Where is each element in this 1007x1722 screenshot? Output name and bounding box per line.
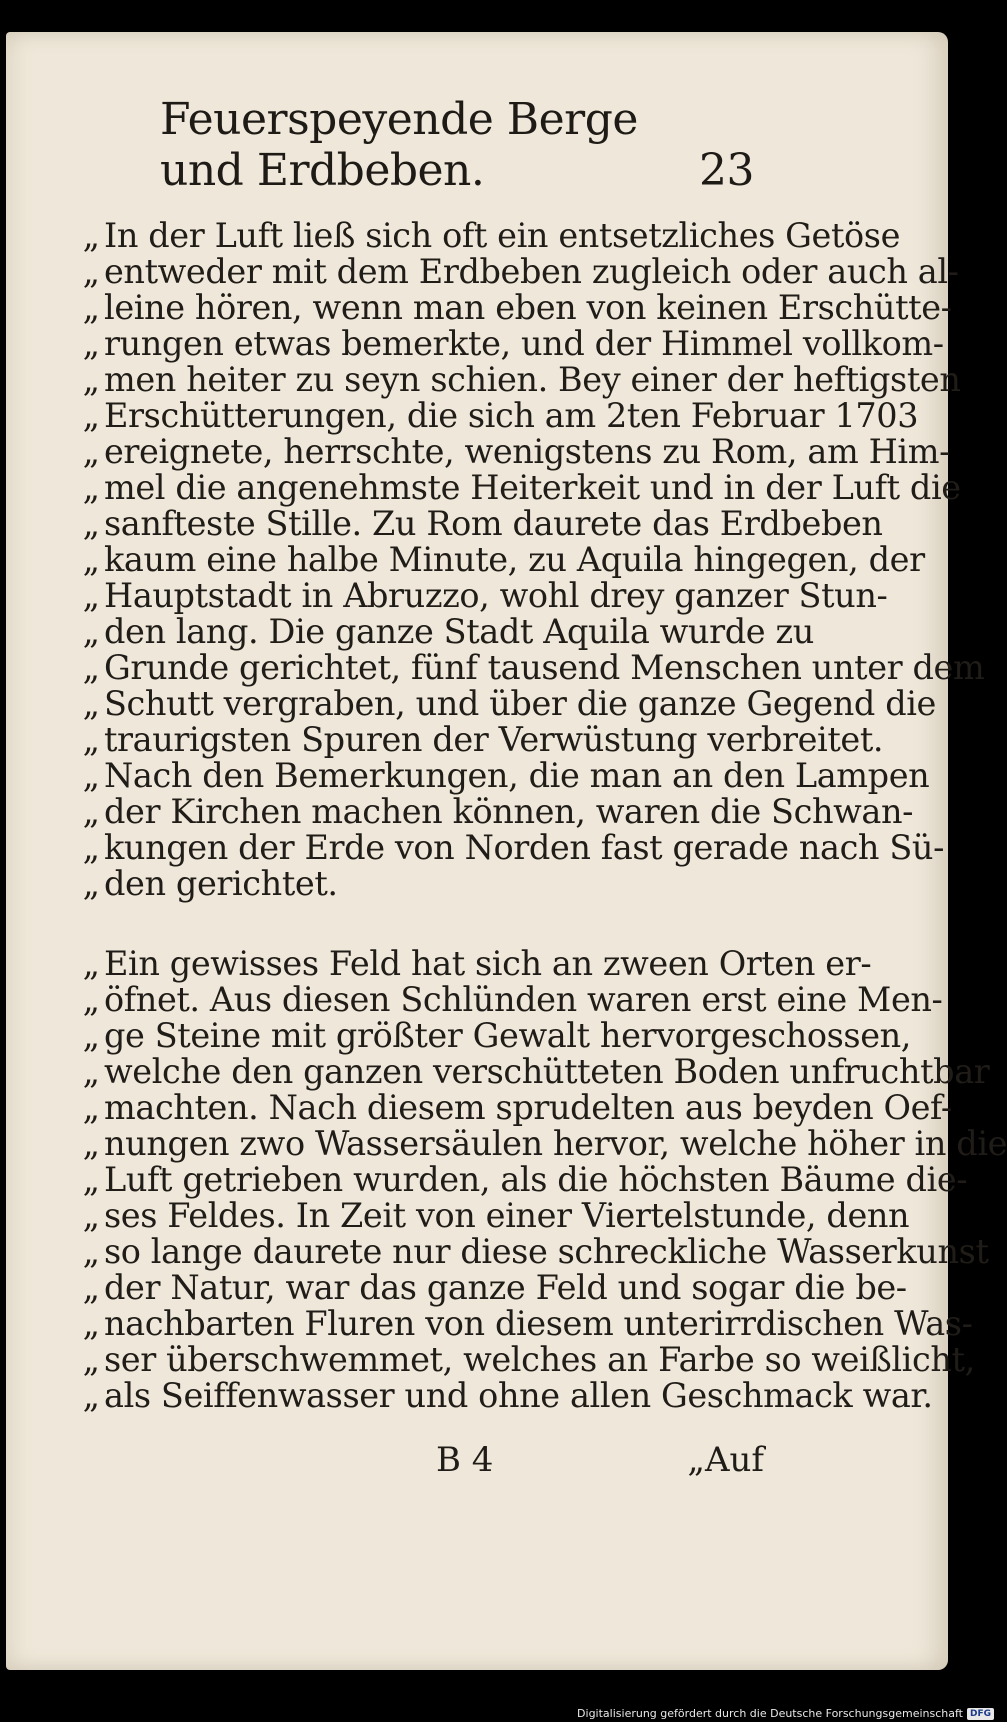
quote-mark: „ xyxy=(82,828,100,867)
line-text: Nach den Bemerkungen, die man an den Lampen xyxy=(104,756,930,795)
line-text: mel die angenehmste Heiterkeit und in der Luft die xyxy=(104,468,961,507)
line-text: Schutt vergraben, und über die ganze Gegend die xyxy=(104,684,936,723)
line-text: Luft getrieben wurden, als die höchsten Bäume die- xyxy=(104,1160,968,1199)
quote-mark: „ xyxy=(82,324,100,363)
quote-mark: „ xyxy=(82,612,100,651)
quote-mark: „ xyxy=(82,432,100,471)
text-line xyxy=(66,756,930,795)
text-line xyxy=(66,1016,912,1055)
quote-mark: „ xyxy=(82,360,100,399)
paragraph xyxy=(66,216,985,903)
digitization-credit xyxy=(577,1707,994,1720)
text-line xyxy=(66,792,914,831)
quote-mark: „ xyxy=(82,1304,100,1343)
quote-mark: „ xyxy=(82,1088,100,1127)
text-line xyxy=(66,468,961,507)
text-line xyxy=(66,1268,907,1307)
dfg-logo: DFG xyxy=(967,1708,994,1720)
text-line xyxy=(66,684,936,723)
quote-mark: „ xyxy=(82,1196,100,1235)
line-text: kungen der Erde von Norden fast gerade nach Sü- xyxy=(104,828,944,867)
quote-mark: „ xyxy=(82,252,100,291)
quote-mark: „ xyxy=(82,540,100,579)
text-line xyxy=(66,1052,990,1091)
quote-mark: „ xyxy=(82,288,100,327)
quote-mark: „ xyxy=(82,1016,100,1055)
text-line xyxy=(66,612,814,651)
line-text: In der Luft ließ sich oft ein entsetzliches Getöse xyxy=(104,216,900,255)
text-line xyxy=(66,396,919,435)
text-line xyxy=(66,980,943,1019)
quote-mark: „ xyxy=(82,1052,100,1091)
text-line xyxy=(66,432,951,471)
quote-mark: „ xyxy=(82,864,100,903)
signature-mark: B 4 xyxy=(436,1440,494,1480)
line-text: der Natur, war das ganze Feld und sogar die be- xyxy=(104,1268,907,1307)
text-line xyxy=(66,288,952,327)
line-text: den lang. Die ganze Stadt Aquila wurde zu xyxy=(104,612,814,651)
line-text: nachbarten Fluren von diesem unterirrdischen Was- xyxy=(104,1304,973,1343)
quote-mark: „ xyxy=(82,1340,100,1379)
quote-mark: „ xyxy=(82,1376,100,1415)
paragraph xyxy=(66,944,1007,1415)
text-line xyxy=(66,252,959,291)
catchword: „Auf xyxy=(687,1440,764,1480)
line-text: welche den ganzen verschütteten Boden unfruchtbar xyxy=(104,1052,990,1091)
line-text: ser überschwemmet, welches an Farbe so weißlicht, xyxy=(104,1340,975,1379)
line-text: Ein gewisses Feld hat sich an zween Orten er- xyxy=(104,944,872,983)
text-line xyxy=(66,216,900,255)
line-text: ses Feldes. In Zeit von einer Viertelstunde, denn xyxy=(104,1196,910,1235)
page-footer xyxy=(66,1440,764,1490)
quote-mark: „ xyxy=(82,792,100,831)
quote-mark: „ xyxy=(82,684,100,723)
line-text: Hauptstadt in Abruzzo, wohl drey ganzer Stun- xyxy=(104,576,888,615)
quote-mark: „ xyxy=(82,944,100,983)
quote-mark: „ xyxy=(82,720,100,759)
line-text: men heiter zu seyn schien. Bey einer der heftigsten xyxy=(104,360,961,399)
quote-mark: „ xyxy=(82,1268,100,1307)
text-line xyxy=(66,720,884,759)
text-line xyxy=(66,1340,975,1379)
line-text: entweder mit dem Erdbeben zugleich oder auch al- xyxy=(104,252,959,291)
text-line xyxy=(66,540,925,579)
text-line xyxy=(66,1124,1007,1163)
credit-text: Digitalisierung gefördert durch die Deutsche Forschungsgemeinschaft xyxy=(577,1707,963,1720)
quote-mark: „ xyxy=(82,980,100,1019)
page-header xyxy=(160,94,754,196)
text-line xyxy=(66,648,985,687)
line-text: nungen zwo Wassersäulen hervor, welche höher in die xyxy=(104,1124,1007,1163)
text-line xyxy=(66,324,944,363)
quote-mark: „ xyxy=(82,576,100,615)
text-line xyxy=(66,1232,989,1271)
line-text: den gerichtet. xyxy=(104,864,338,903)
quote-mark: „ xyxy=(82,648,100,687)
text-line xyxy=(66,360,961,399)
page-number: 23 xyxy=(699,145,754,196)
line-text: ereignete, herrschte, wenigstens zu Rom, am Him- xyxy=(104,432,951,471)
text-line xyxy=(66,1304,973,1343)
line-text: ge Steine mit größter Gewalt hervorgeschossen, xyxy=(104,1016,912,1055)
text-line xyxy=(66,944,872,983)
line-text: so lange daurete nur diese schreckliche Wasserkunst xyxy=(104,1232,989,1271)
text-line xyxy=(66,1196,910,1235)
line-text: machten. Nach diesem sprudelten aus beyden Oef- xyxy=(104,1088,952,1127)
quote-mark: „ xyxy=(82,1160,100,1199)
line-text: als Seiffenwasser und ohne allen Geschmack war. xyxy=(104,1376,933,1415)
quote-mark: „ xyxy=(82,216,100,255)
line-text: traurigsten Spuren der Verwüstung verbreitet. xyxy=(104,720,884,759)
paragraph-gap xyxy=(66,902,764,946)
line-text: rungen etwas bemerkte, und der Himmel vollkom- xyxy=(104,324,944,363)
text-line xyxy=(66,504,883,543)
text-line xyxy=(66,1160,968,1199)
quote-mark: „ xyxy=(82,1232,100,1271)
quote-mark: „ xyxy=(82,396,100,435)
quote-mark: „ xyxy=(82,504,100,543)
line-text: Grunde gerichtet, fünf tausend Menschen unter dem xyxy=(104,648,985,687)
line-text: Erschütterungen, die sich am 2ten Februar 1703 xyxy=(104,396,919,435)
page-body-text xyxy=(66,216,1007,1415)
text-line xyxy=(66,1088,952,1127)
text-line xyxy=(66,576,888,615)
text-line xyxy=(66,1376,933,1415)
quote-mark: „ xyxy=(82,468,100,507)
text-line xyxy=(66,828,944,867)
line-text: kaum eine halbe Minute, zu Aquila hingegen, der xyxy=(104,540,925,579)
line-text: leine hören, wenn man eben von keinen Erschütte- xyxy=(104,288,952,327)
quote-mark: „ xyxy=(82,756,100,795)
line-text: sanfteste Stille. Zu Rom daurete das Erdbeben xyxy=(104,504,883,543)
text-line xyxy=(66,866,764,902)
line-text: der Kirchen machen können, waren die Schwan- xyxy=(104,792,914,831)
running-title: Feuerspeyende Berge und Erdbeben. xyxy=(160,94,638,196)
quote-mark: „ xyxy=(82,1124,100,1163)
line-text: öfnet. Aus diesen Schlünden waren erst eine Men- xyxy=(104,980,943,1019)
